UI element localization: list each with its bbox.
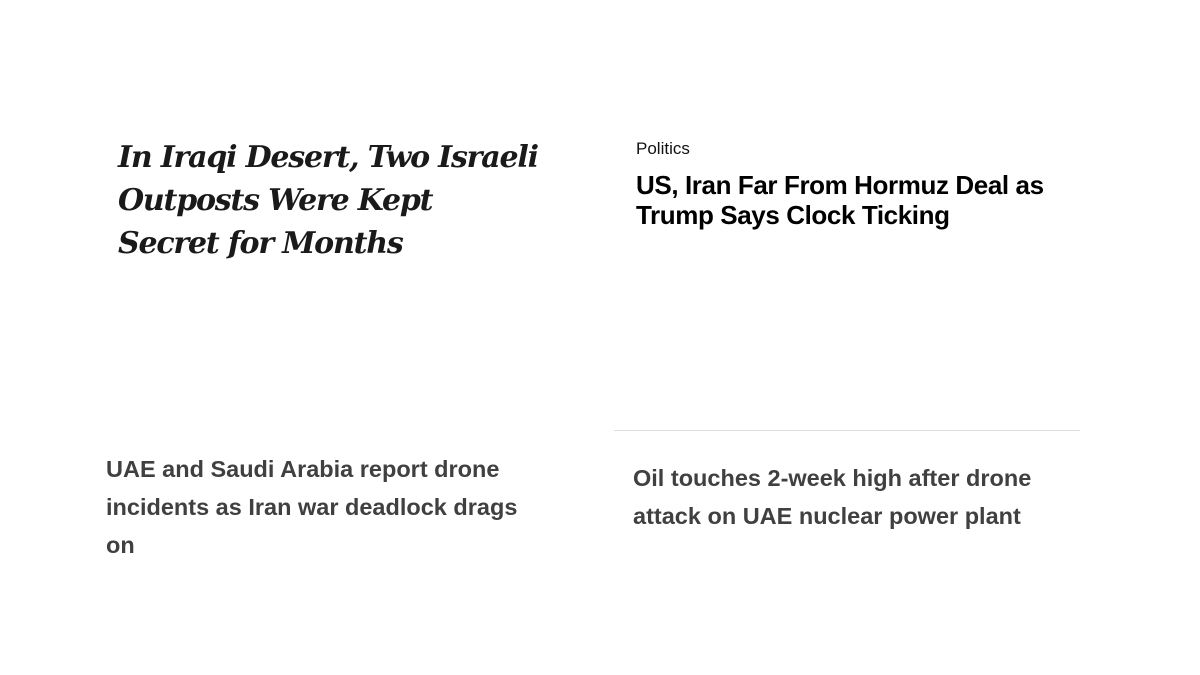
story-card-hormuz-deal[interactable]: [636, 138, 1086, 230]
story-card-iraqi-desert[interactable]: [118, 136, 538, 265]
divider: [614, 430, 1080, 431]
story-headline[interactable]: Oil touches 2-week high after drone attack on UAE nuclear power plant: [633, 465, 1032, 529]
story-headline[interactable]: UAE and Saudi Arabia report drone incidents as Iran war deadlock drags on: [106, 456, 518, 558]
story-headline[interactable]: In Iraqi Desert, Two Israeli Outposts Were Kept Secret for Months: [118, 140, 538, 261]
story-card-oil-high[interactable]: [633, 459, 1083, 535]
story-headline[interactable]: US, Iran Far From Hormuz Deal as Trump Says Clock Ticking: [636, 170, 1044, 230]
story-card-drone-incidents[interactable]: [106, 450, 546, 564]
section-label[interactable]: Politics: [636, 139, 690, 158]
